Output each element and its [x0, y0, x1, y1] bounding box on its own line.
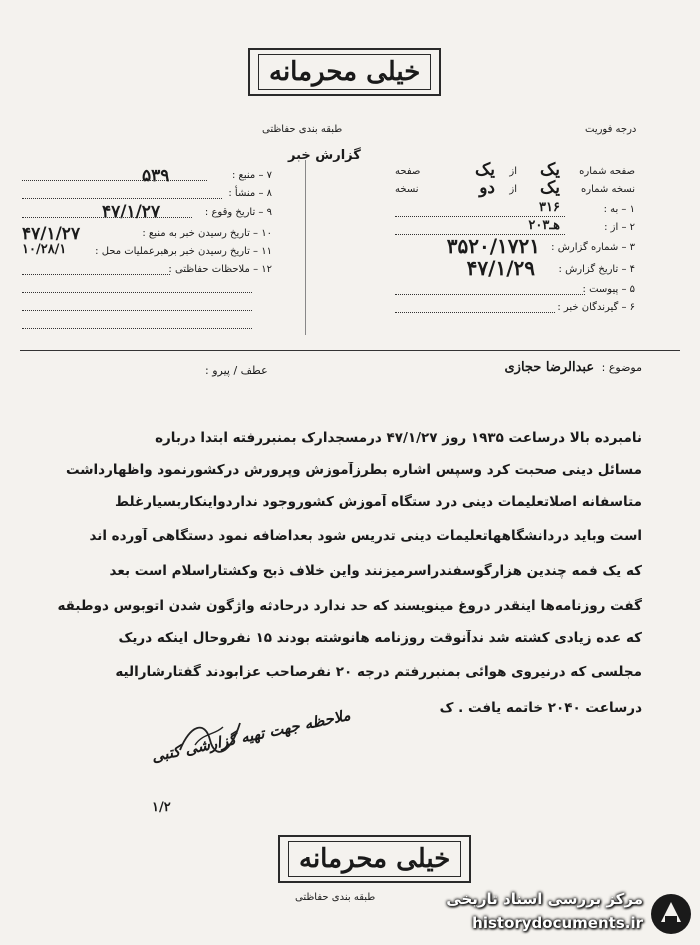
field-9-label: ۹ – تاریخ وقوع :	[204, 207, 272, 218]
field-1	[604, 204, 635, 215]
signature-scribble	[175, 715, 245, 760]
field-3-label: ۳ – شماره گزارش :	[551, 242, 635, 253]
field-5-dots	[395, 294, 585, 295]
bottom-stamp	[278, 835, 471, 883]
field-1-label: ۱ – به :	[603, 204, 635, 215]
subject-label: موضوع :	[601, 361, 642, 374]
field-12-dots	[22, 274, 170, 275]
bottom-stamp-text: خیلی محرمانه	[288, 841, 461, 877]
header-rule	[20, 350, 680, 351]
field-12-label: ۱۲ – ملاحظات حفاظتی :	[168, 264, 272, 275]
signature-mark: ۱/۲	[152, 800, 171, 815]
field-10	[142, 228, 272, 239]
top-stamp	[248, 48, 441, 96]
field-5-label: ۵ – پیوست :	[582, 284, 635, 295]
subject-row	[505, 360, 643, 375]
field-page-suffix: صفحه	[395, 166, 421, 177]
field-5	[583, 284, 635, 295]
field-copy-suffix: نسخه	[395, 184, 419, 195]
bottom-classification-label: طبقه بندی حفاظتی	[295, 892, 376, 903]
field-8	[228, 188, 272, 199]
field-7	[232, 170, 272, 181]
field-6-dots	[395, 312, 555, 313]
field-copy-value: یک	[540, 178, 560, 198]
field-10-value: ۴۷/۱/۲۷	[22, 224, 81, 244]
archive-logo-url: historydocuments.ir	[472, 914, 643, 932]
field-7-value: ۵۳۹	[142, 166, 170, 186]
field-12-line3	[22, 310, 252, 311]
field-10-label: ۱۰ – تاریخ رسیدن خبر به منبع :	[142, 228, 272, 239]
field-2-value: ۲۰هـ۳	[528, 218, 560, 233]
field-11-label: ۱۱ – تاریخ رسیدن خبر برهبرعملیات محل :	[95, 246, 272, 257]
body-line-9: درساعت ۲۰۴۰ خاتمه یافت . ک	[439, 700, 642, 716]
body-line-4: است وباید دردانشگاههاتعلیمات دینی تدریس شود بعداضافه نمود دستگاهی آورده اند	[89, 528, 642, 544]
field-4-label: ۴ – تاریخ گزارش :	[558, 264, 635, 275]
field-7-dots	[22, 180, 207, 181]
field-3	[551, 242, 635, 253]
field-12-line4	[22, 328, 252, 329]
field-8-label: ۸ – منشأ :	[228, 188, 272, 199]
field-12-line2	[22, 292, 252, 293]
priority-label: درجه فوریت	[585, 124, 637, 135]
field-7-label: ۷ – منبع :	[232, 170, 272, 181]
body-line-1: نامبرده بالا درساعت ۱۹۳۵ روز ۴۷/۱/۲۷ درمسجدارک بمنبررفته ابتدا درباره	[155, 430, 642, 446]
classification-label: طبقه بندی حفاظتی	[262, 124, 343, 135]
field-copy-label: نسخه شماره	[581, 184, 635, 195]
field-6	[557, 302, 635, 313]
handwritten-note: ملاحظه جهت تهیه گزارشی کتبی	[150, 705, 352, 766]
field-page-label: صفحه شماره	[579, 166, 635, 177]
body-line-3: متاسفانه اصلاتعلیمات دینی درد ستگاه آموزش کشوروجود نداردواینکاربسیارغلط	[115, 494, 642, 510]
body-line-7: که عده زیادی کشته شد ندآنوقت روزنامه هانوشته بودند ۱۵ نفروحال اینکه دریک	[118, 630, 642, 646]
field-page-of: از	[509, 166, 517, 177]
field-6-label: ۶ – گیرندگان خبر :	[557, 302, 635, 313]
field-1-dots	[395, 216, 565, 217]
subject-value: عبدالرضا حجازی	[504, 360, 595, 375]
field-9-value: ۴۷/۱/۲۷	[102, 202, 161, 222]
report-title: گزارش خبر	[288, 148, 361, 163]
field-9-dots	[22, 217, 192, 218]
archive-logo-text: مرکز بررسی اسناد تاریخی	[446, 890, 643, 908]
field-copy	[581, 184, 635, 195]
top-stamp-text: خیلی محرمانه	[258, 54, 431, 90]
body-line-8: مجلسی که درنیروی هوائی بمنبررفتم درجه ۲۰ نفرصاحب عزابودند گفتارشارالیه	[115, 664, 642, 680]
field-4-value: ۴۷/۱/۲۹	[466, 256, 535, 280]
field-copy-of: از	[509, 184, 517, 195]
field-copy-total: دو	[479, 178, 495, 198]
body-line-2: مسائل دینی صحبت کرد وسپس اشاره بطرزآموزش وپرورش درکشورنمود واظهارداشت	[65, 462, 642, 478]
field-page	[579, 166, 635, 177]
right-fields	[395, 160, 635, 320]
body-line-6: گفت روزنامه‌ها اینقدر دروغ مینویسند که حد ندارد درحادثه واژگون شدن اتوبوس دوطبقه	[57, 598, 642, 614]
field-divider	[305, 160, 306, 335]
field-4	[559, 264, 635, 275]
field-9	[205, 207, 272, 218]
archive-logo-icon	[649, 892, 693, 936]
field-page-total: یک	[475, 160, 495, 180]
field-2-label: ۲ – از :	[604, 222, 635, 233]
field-8-dots	[22, 198, 222, 199]
reference-label: عطف / پیرو :	[205, 364, 268, 377]
field-2	[604, 222, 635, 233]
field-11-value: ۱۰/۲۸/۱	[22, 242, 67, 257]
archive-logo	[410, 888, 695, 940]
body-line-5: که یک فمه چندین هزارگوسفندراسرمیزنند واین خلاف ذبح وکشتاراسلام است بعد	[109, 563, 642, 579]
field-12	[168, 264, 272, 275]
field-3-value: ۳۵۲۰/۱۷۲۱	[446, 234, 540, 258]
field-11	[95, 246, 272, 257]
field-1-value: ۳۱۶	[539, 200, 560, 215]
field-page-value: یک	[540, 160, 560, 180]
